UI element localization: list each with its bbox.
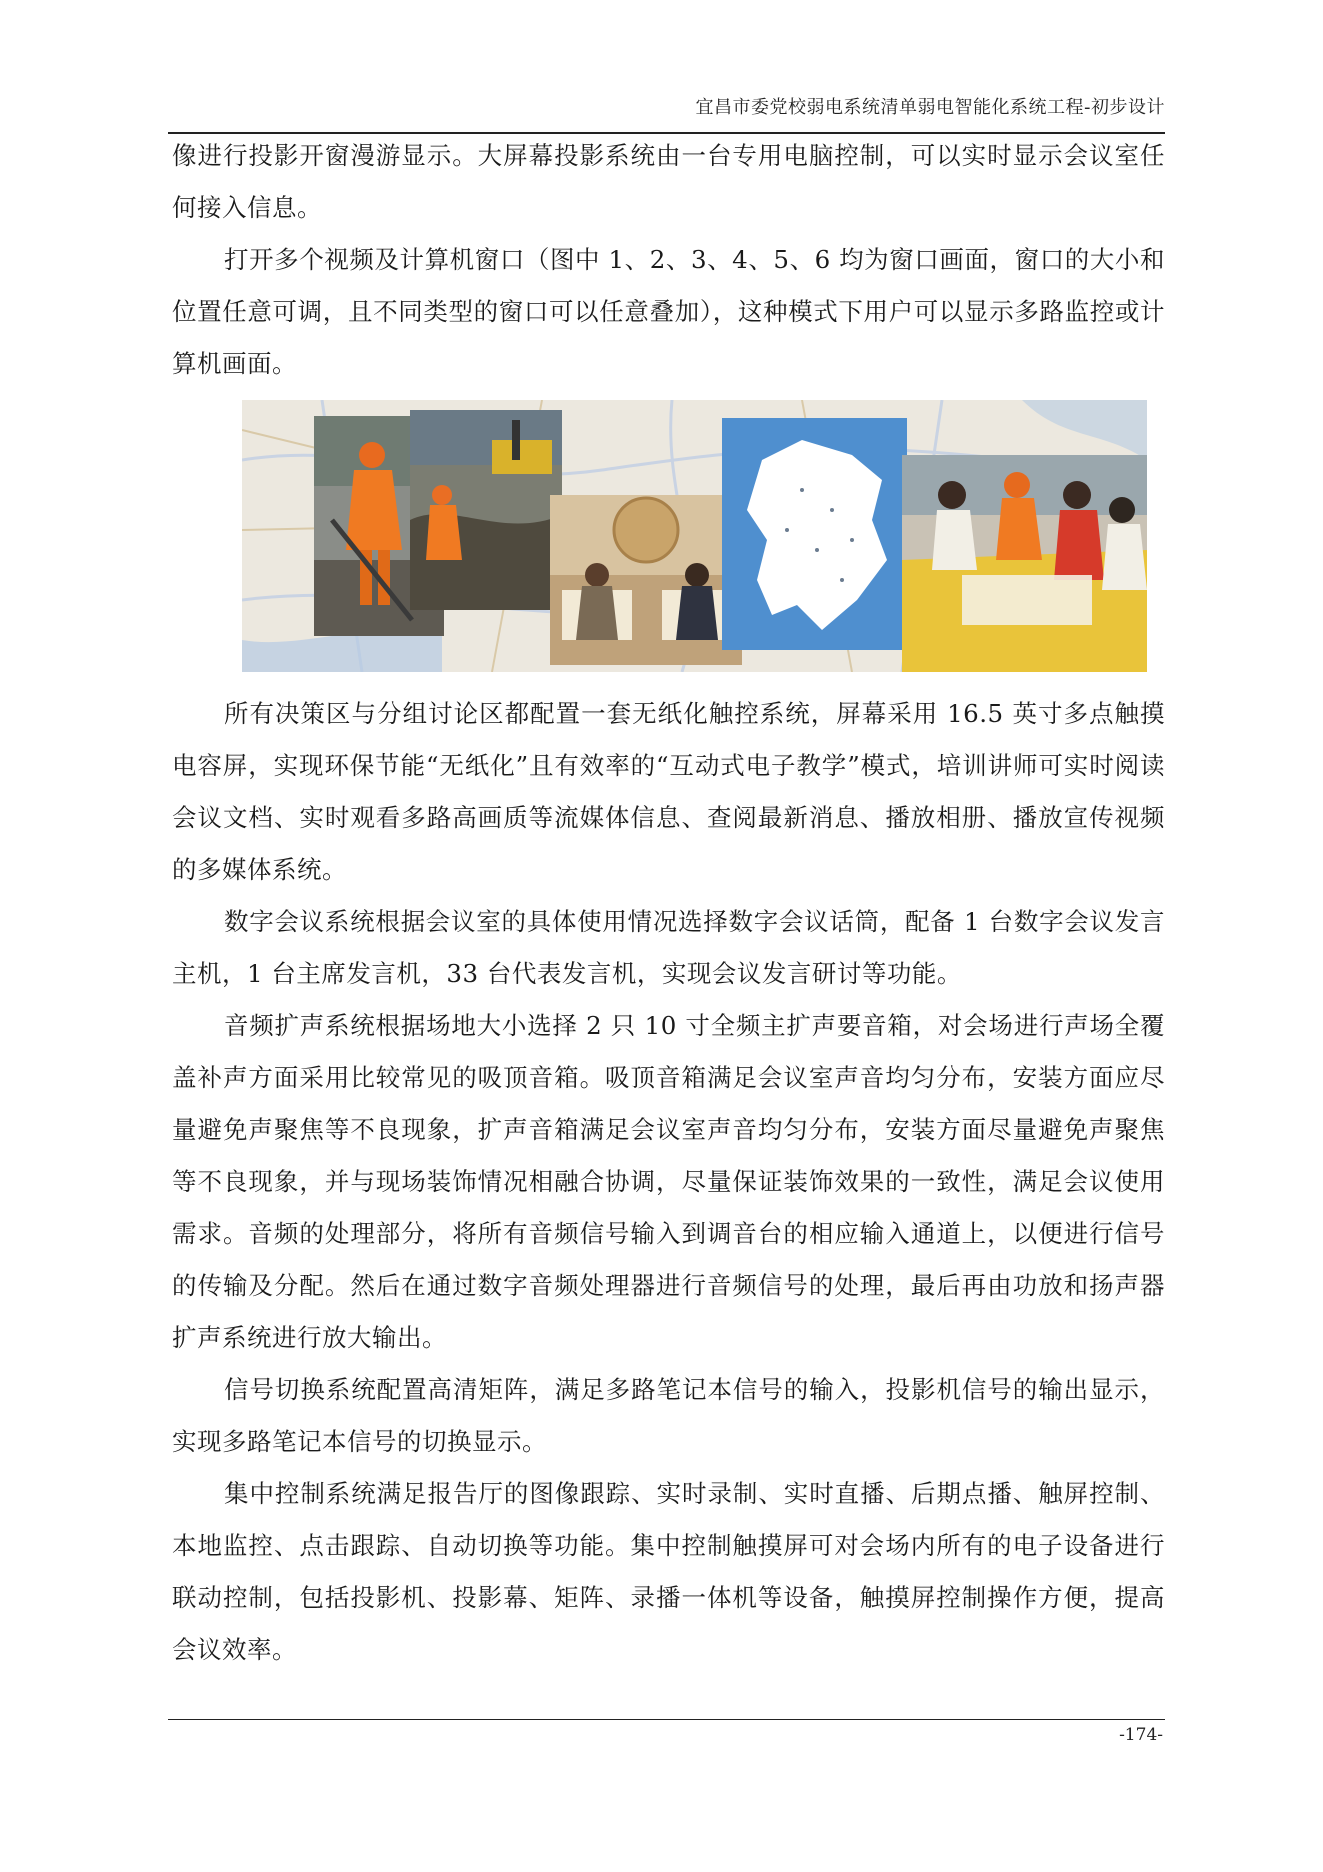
paragraph: 集中控制系统满足报告厅的图像跟踪、实时录制、实时直播、后期点播、触屏控制、本地监控、点击跟踪、自动切换等功能。集中控制触摸屏可对会场内所有的电子设备进行联动控制，包括投影机、投影幕、矩阵、录播一体机等设备，触摸屏控制操作方便，提高会议效率。 (172, 1479, 1165, 1664)
page-number: -174- (1119, 1725, 1163, 1745)
paragraph: 数字会议系统根据会议室的具体使用情况选择数字会议话筒，配备 1 台数字会议发言主机，1 台主席发言机，33 台代表发言机，实现会议发言研讨等功能。 (172, 907, 1165, 988)
video-window-meeting-room (550, 495, 742, 665)
paragraph: 打开多个视频及计算机窗口（图中 1、2、3、4、5、6 均为窗口画面，窗口的大小和位置任意可调，且不同类型的窗口可以任意叠加），这种模式下用户可以显示多路监控或计算机画面。 (172, 245, 1165, 378)
header-title: 宜昌市委党校弱电系统清单弱电智能化系统工程-初步设计 (695, 97, 1165, 118)
figure-illustration (242, 400, 1147, 672)
video-window-people-with-map (902, 455, 1147, 672)
paragraph: 像进行投影开窗漫游显示。大屏幕投影系统由一台专用电脑控制，可以实时显示会议室任何接入信息。 (172, 141, 1165, 222)
body-text-top (172, 130, 1165, 390)
paragraph: 信号切换系统配置高清矩阵，满足多路笔记本信号的输入，投影机信号的输出显示，实现多路笔记本信号的切换显示。 (172, 1375, 1165, 1456)
video-window-excavation (410, 410, 562, 610)
paragraph: 所有决策区与分组讨论区都配置一套无纸化触控系统，屏幕采用 16.5 英寸多点触摸电容屏，实现环保节能“无纸化”且有效率的“互动式电子教学”模式，培训讲师可实时阅读会议文档、实时观看多路高画质等流媒体信息、查阅最新消息、播放相册、播放宣传视频的多媒体系统。 (172, 699, 1165, 884)
body-text-bottom (172, 688, 1165, 1676)
paragraph: 音频扩声系统根据场地大小选择 2 只 10 寸全频主扩声要音箱，对会场进行声场全覆盖补声方面采用比较常见的吸顶音箱。吸顶音箱满足会议室声音均匀分布，安装方面应尽量避免声聚焦等不良现象，扩声音箱满足会议室声音均匀分布，安装方面尽量避免声聚焦等不良现象，并与现场装饰情况相融合协调，尽量保证装饰效果的一致性，满足会议使用需求。音频的处理部分，将所有音频信号输入到调音台的相应输入通道上，以便进行信号的传输及分配。然后在通过数字音频处理器进行音频信号的处理，最后再由功放和扬声器扩声系统进行放大输出。 (172, 1011, 1165, 1352)
footer-divider (168, 1719, 1165, 1720)
multi-window-display-figure (242, 400, 1147, 672)
map-window (722, 418, 907, 650)
